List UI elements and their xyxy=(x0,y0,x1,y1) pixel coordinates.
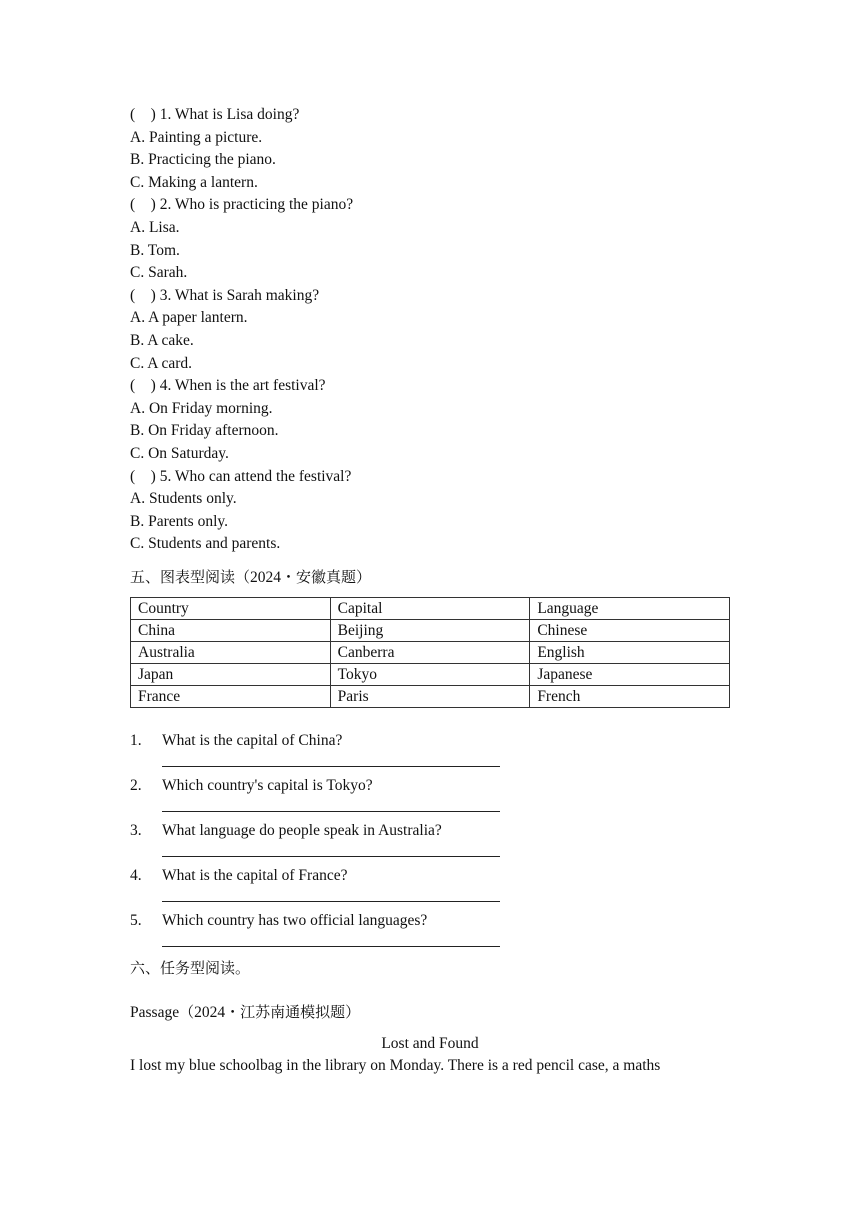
section6-heading: 六、任务型阅读。 xyxy=(130,958,251,977)
list-item xyxy=(130,730,730,775)
listening-questions xyxy=(130,104,730,556)
table-row xyxy=(131,663,730,685)
answer-blank[interactable] xyxy=(162,766,500,767)
question-stem: ( ) 3. What is Sarah making? xyxy=(130,286,320,304)
table-cell: Canberra xyxy=(330,641,530,663)
table-cell: Paris xyxy=(330,685,530,707)
table-header-cell: Language xyxy=(530,597,730,619)
question-option: B. Parents only. xyxy=(130,512,229,530)
table-cell: English xyxy=(530,641,730,663)
list-item xyxy=(130,865,730,910)
question-text: Which country's capital is Tokyo? xyxy=(162,776,373,794)
answer-blank[interactable] xyxy=(162,901,500,902)
section5-heading xyxy=(130,566,730,588)
section5-heading-tail: ・安徽真题） xyxy=(281,567,372,586)
question-option: A. Lisa. xyxy=(130,218,180,236)
question-number: 1. xyxy=(130,731,142,749)
list-item xyxy=(130,910,730,955)
answer-blank[interactable] xyxy=(162,946,500,947)
question-option: C. Students and parents. xyxy=(130,535,281,553)
passage-label-year: 2024 xyxy=(194,1003,226,1021)
question-number: 4. xyxy=(130,866,142,884)
passage-label-en: Passage xyxy=(130,1003,180,1021)
question-number: 2. xyxy=(130,776,142,794)
section5-heading-cn: 五、图表型阅读（ xyxy=(130,567,251,586)
table-cell: Tokyo xyxy=(330,663,530,685)
question-option: A. Painting a picture. xyxy=(130,128,263,146)
question-text: What language do people speak in Australia? xyxy=(162,821,442,839)
question-text: Which country has two official languages? xyxy=(162,911,428,929)
question-option: A. A paper lantern. xyxy=(130,309,248,327)
question-stem: ( ) 2. Who is practicing the piano? xyxy=(130,196,354,214)
table-cell: Beijing xyxy=(330,619,530,641)
table-cell: French xyxy=(530,685,730,707)
list-item xyxy=(130,820,730,865)
question-stem: ( ) 5. Who can attend the festival? xyxy=(130,467,352,485)
table-cell: Japanese xyxy=(530,663,730,685)
question-option: B. A cake. xyxy=(130,331,194,349)
question-option: C. On Saturday. xyxy=(130,444,229,462)
passage-title: Lost and Found xyxy=(381,1034,479,1052)
answer-blank[interactable] xyxy=(162,856,500,857)
question-number: 3. xyxy=(130,821,142,839)
table-row xyxy=(131,619,730,641)
question-option: B. Practicing the piano. xyxy=(130,151,276,169)
table-header-row xyxy=(131,597,730,619)
question-stem: ( ) 1. What is Lisa doing? xyxy=(130,106,300,123)
passage-label-open: （ xyxy=(179,1002,195,1021)
question-option: B. On Friday afternoon. xyxy=(130,422,279,440)
table-cell: France xyxy=(131,685,331,707)
table-row xyxy=(131,685,730,707)
question-option: A. On Friday morning. xyxy=(130,399,273,417)
table-cell: China xyxy=(131,619,331,641)
passage-text: I lost my blue schoolbag in the library on Monday. There is a red pencil case, a maths xyxy=(130,1056,661,1074)
question-stem: ( ) 4. When is the art festival? xyxy=(130,377,326,395)
question-text: What is the capital of China? xyxy=(162,731,343,749)
table-row xyxy=(131,641,730,663)
table-cell: Australia xyxy=(131,641,331,663)
table-cell: Chinese xyxy=(530,619,730,641)
passage-label xyxy=(130,1001,730,1023)
question-number: 5. xyxy=(130,911,142,929)
answer-blank[interactable] xyxy=(162,811,500,812)
country-table xyxy=(130,597,730,708)
table-questions xyxy=(130,730,730,955)
question-option: C. Sarah. xyxy=(130,264,188,282)
section5-heading-year: 2024 xyxy=(250,568,282,586)
table-cell: Japan xyxy=(131,663,331,685)
passage-label-tail: ・江苏南通模拟题） xyxy=(225,1002,361,1021)
question-option: C. A card. xyxy=(130,354,192,372)
question-option: A. Students only. xyxy=(130,490,237,508)
table-header-cell: Country xyxy=(131,597,331,619)
table-header-cell: Capital xyxy=(330,597,530,619)
list-item xyxy=(130,775,730,820)
worksheet-page xyxy=(130,104,730,1077)
question-text: What is the capital of France? xyxy=(162,866,348,884)
question-option: B. Tom. xyxy=(130,241,180,259)
question-option: C. Making a lantern. xyxy=(130,173,258,191)
